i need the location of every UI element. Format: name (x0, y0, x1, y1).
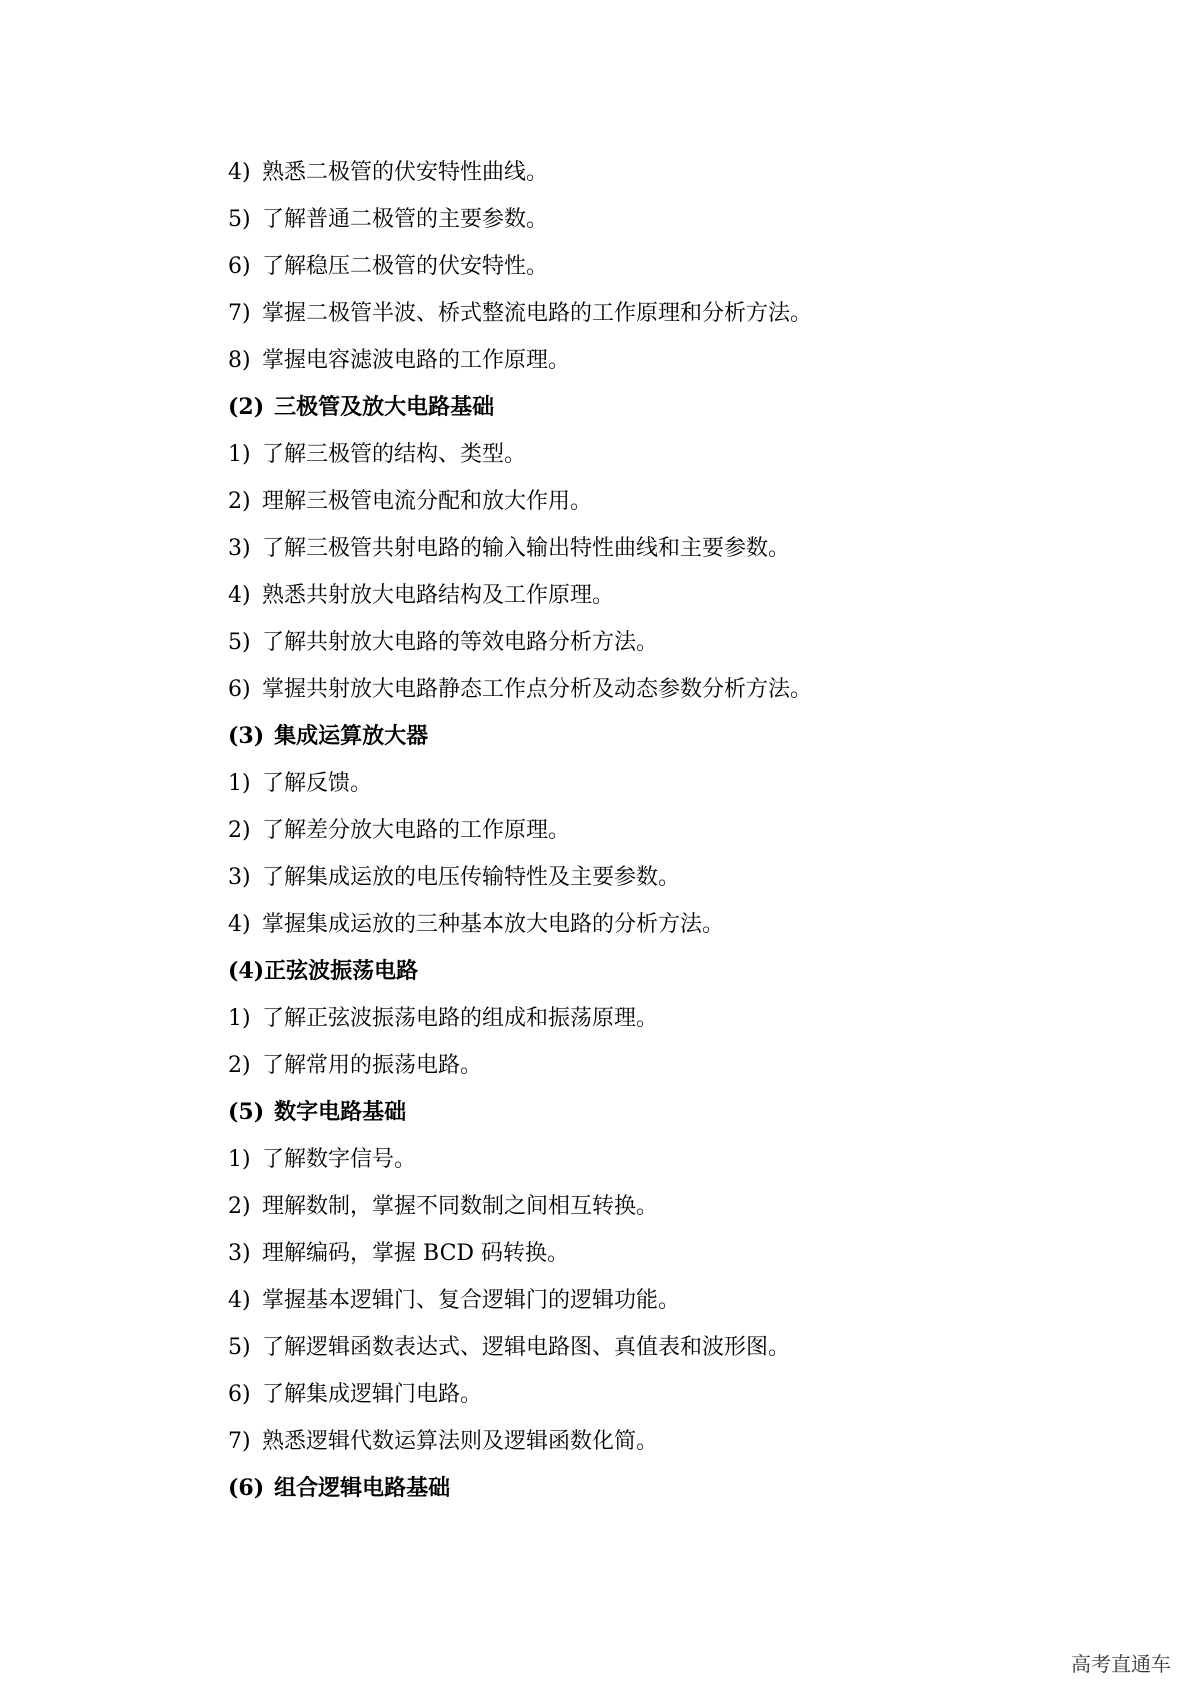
item-number: 4) (228, 583, 251, 608)
list-item (228, 901, 1128, 948)
item-number: 1) (228, 442, 251, 467)
item-number: 8) (228, 348, 251, 373)
section-heading (228, 948, 1128, 995)
item-text: 熟悉二极管的伏安特性曲线。 (262, 160, 549, 185)
list-item (228, 1324, 1128, 1371)
item-text: 理解三极管电流分配和放大作用。 (262, 489, 593, 514)
item-number: 5) (228, 207, 251, 232)
item-text: 了解集成运放的电压传输特性及主要参数。 (262, 865, 681, 890)
item-number: 6) (228, 1382, 251, 1407)
item-number: 6) (228, 254, 251, 279)
section-number: (4) (228, 958, 265, 984)
item-number: 7) (228, 1429, 251, 1454)
list-item (228, 337, 1128, 384)
section-number: (5) (228, 1099, 265, 1125)
list-item (228, 1371, 1128, 1418)
item-number: 5) (228, 630, 251, 655)
item-text: 熟悉共射放大电路结构及工作原理。 (262, 583, 615, 608)
item-text: 了解集成逻辑门电路。 (262, 1382, 483, 1407)
item-text: 掌握集成运放的三种基本放大电路的分析方法。 (262, 912, 725, 937)
item-text: 了解逻辑函数表达式、逻辑电路图、真值表和波形图。 (262, 1335, 791, 1360)
section-number: (6) (228, 1475, 265, 1501)
item-text: 了解常用的振荡电路。 (262, 1053, 483, 1078)
item-number: 4) (228, 1288, 251, 1313)
item-text: 了解三极管共射电路的输入输出特性曲线和主要参数。 (262, 536, 791, 561)
item-number: 3) (228, 536, 251, 561)
item-text: 了解稳压二极管的伏安特性。 (262, 254, 549, 279)
list-item (228, 760, 1128, 807)
item-number: 3) (228, 865, 251, 890)
item-number: 4) (228, 160, 251, 185)
item-number: 2) (228, 1194, 251, 1219)
list-item (228, 525, 1128, 572)
section-title: 集成运算放大器 (274, 723, 429, 749)
section-heading (228, 384, 1128, 431)
section-heading (228, 1465, 1128, 1512)
item-text: 理解数制，掌握不同数制之间相互转换。 (262, 1194, 659, 1219)
item-text: 理解编码，掌握 BCD 码转换。 (262, 1241, 570, 1266)
list-item (228, 149, 1128, 196)
item-text: 掌握二极管半波、桥式整流电路的工作原理和分析方法。 (262, 301, 813, 326)
item-text: 了解普通二极管的主要参数。 (262, 207, 549, 232)
item-text: 熟悉逻辑代数运算法则及逻辑函数化简。 (262, 1429, 659, 1454)
section-title: 正弦波振荡电路 (264, 958, 419, 984)
list-item (228, 666, 1128, 713)
list-item (228, 196, 1128, 243)
list-item (228, 243, 1128, 290)
item-text: 掌握电容滤波电路的工作原理。 (262, 348, 571, 373)
list-item (228, 290, 1128, 337)
section-heading (228, 1089, 1128, 1136)
list-item (228, 1042, 1128, 1089)
item-number: 4) (228, 912, 251, 937)
watermark-text: 高考直通车 (1071, 1652, 1171, 1676)
section-title: 组合逻辑电路基础 (274, 1475, 451, 1501)
list-item (228, 1136, 1128, 1183)
section-number: (2) (228, 394, 265, 420)
list-item (228, 478, 1128, 525)
item-number: 3) (228, 1241, 251, 1266)
item-text: 了解数字信号。 (262, 1147, 417, 1172)
list-item (228, 807, 1128, 854)
item-number: 1) (228, 1006, 251, 1031)
item-text: 掌握基本逻辑门、复合逻辑门的逻辑功能。 (262, 1288, 681, 1313)
list-item (228, 431, 1128, 478)
list-item (228, 995, 1128, 1042)
item-number: 2) (228, 1053, 251, 1078)
item-number: 6) (228, 677, 251, 702)
list-item (228, 619, 1128, 666)
section-heading (228, 713, 1128, 760)
section-title: 数字电路基础 (274, 1099, 407, 1125)
item-number: 1) (228, 1147, 251, 1172)
section-number: (3) (228, 723, 265, 749)
section-title: 三极管及放大电路基础 (274, 394, 495, 420)
list-item (228, 572, 1128, 619)
document-page (228, 149, 1128, 1512)
list-item (228, 1418, 1128, 1465)
item-text: 了解三极管的结构、类型。 (262, 442, 527, 467)
list-item (228, 1277, 1128, 1324)
item-number: 2) (228, 818, 251, 843)
item-text: 了解共射放大电路的等效电路分析方法。 (262, 630, 659, 655)
item-number: 5) (228, 1335, 251, 1360)
item-text: 了解正弦波振荡电路的组成和振荡原理。 (262, 1006, 659, 1031)
list-item (228, 1230, 1128, 1277)
item-number: 2) (228, 489, 251, 514)
item-text: 了解反馈。 (262, 771, 373, 796)
item-number: 7) (228, 301, 251, 326)
item-text: 掌握共射放大电路静态工作点分析及动态参数分析方法。 (262, 677, 813, 702)
list-item (228, 1183, 1128, 1230)
item-text: 了解差分放大电路的工作原理。 (262, 818, 571, 843)
item-number: 1) (228, 771, 251, 796)
list-item (228, 854, 1128, 901)
